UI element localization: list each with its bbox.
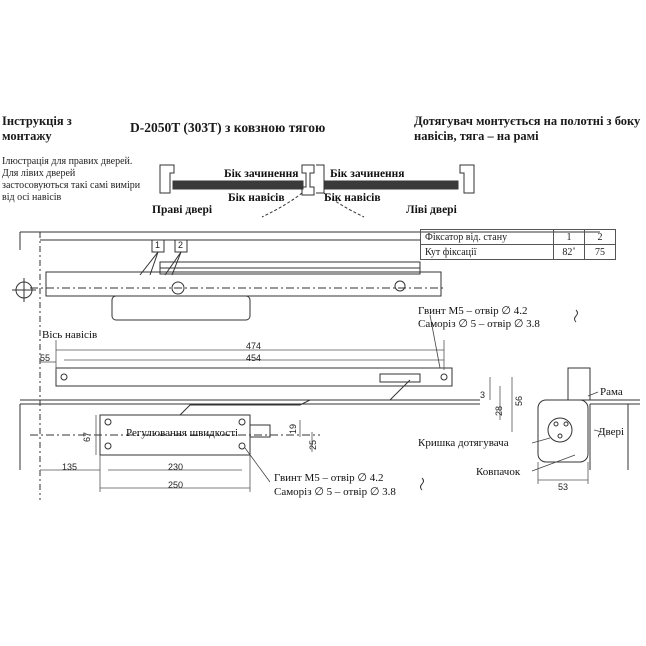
marker-2: 2 [178,240,184,250]
dim-250: 250 [168,480,184,490]
dim-25: 25 [308,439,319,451]
screw-bottom-line2: Саморіз ∅ 5 – отвір ∅ 3.8 [274,486,396,498]
marker-1: 1 [155,240,161,250]
cover-label: Кришка дотягувача [418,437,509,449]
hinge-side-left: Бік навісів [228,192,285,204]
dim-28: 28 [494,405,505,417]
fixation-c2: 2 [585,230,616,245]
hinge-side-right: Бік навісів [324,192,381,204]
hinge-axis-label: Вісь навісів [42,329,98,341]
dim-56: 56 [514,395,525,407]
screw-top-line1: Гвинт М5 – отвір ∅ 4.2 [418,305,528,317]
dim-3: 3 [480,390,486,400]
header-instruction: Інструкція з монтажу [2,114,72,143]
table-row [421,245,616,260]
dim-19: 19 [288,423,299,435]
header-model: D-2050T (303T) з ковзною тягою [130,120,326,135]
screw-bottom-line1: Гвинт М5 – отвір ∅ 4.2 [274,472,384,484]
door-label: Двері [598,426,625,438]
table-row [421,230,616,245]
dim-55: 55 [40,353,51,363]
cap-label: Ковпачок [476,466,521,478]
dim-135: 135 [62,462,78,472]
angle-c2: 75 [585,245,616,260]
fixation-c1: 1 [554,230,585,245]
left-door-label: Ліві двері [406,204,457,216]
frame-label: Рама [600,386,623,398]
screw-top-line2: Саморіз ∅ 5 – отвір ∅ 3.8 [418,318,540,330]
angle-label: Кут фіксації [421,245,554,260]
closing-side-left: Бік зачинення [224,168,299,180]
dim-474: 474 [246,341,262,351]
right-door-label: Праві двері [152,204,213,216]
dim-230: 230 [168,462,184,472]
speed-adjustment-label: Регулювання швидкості [126,427,239,439]
angle-c1: 82˚ [554,245,585,260]
dim-67: 67 [82,431,93,443]
header-mount-note: Дотягувач монтується на полотні з боку навісів, тяга – на рамі [414,114,641,143]
fixation-table [420,229,616,260]
dim-53: 53 [558,482,569,492]
closing-side-right: Бік зачинення [330,168,405,180]
illustration-note: Ілюстрація для правих дверей. Для лівих дверей застосовуються такі самі виміри від осі навісів [2,156,141,203]
fixation-label: Фіксатор від. стану [421,230,554,245]
dim-454: 454 [246,353,262,363]
